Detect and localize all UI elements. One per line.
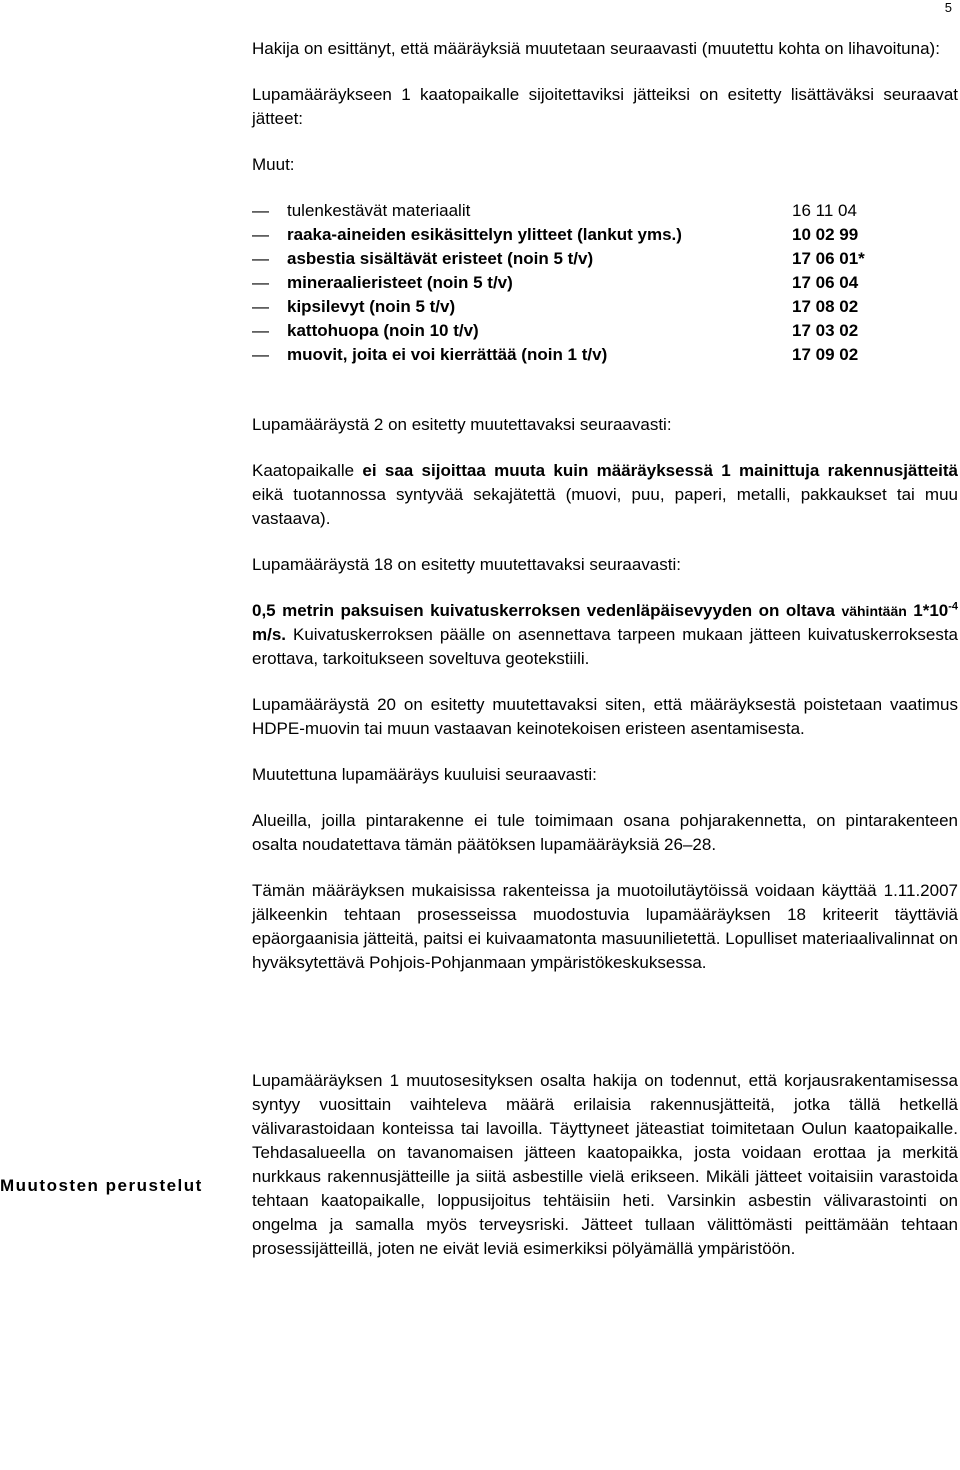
dash-bullet: — — [252, 201, 269, 220]
dash-bullet: — — [252, 249, 269, 268]
changed-paragraph-2: Tämän määräyksen mukaisissa rakenteissa ja muotoilutäytöissä voidaan käyttää 1.11.2007 jälkeenkin tehtaan prosesseissa muodostuvia lupamääräyksen 18 kriteerit täyttäviä epäorgaanisia jätteitä, paitsi ei kuivaamatonta masuunilietettä. Lopulliset materiaalivalinnat on hyväksytettävä Pohjois-Pohjanmaan ympäristökeskuksessa. — [252, 881, 958, 972]
rule18-post: Kuivatuskerroksen päälle on asennettava tarpeen mukaan jätteen kuivatuskerroksesta erottava, tarkoitukseen soveltuva geotekstiili. — [252, 625, 958, 668]
waste-name: kipsilevyt (noin 5 t/v) — [287, 297, 456, 316]
document-body — [252, 37, 958, 1261]
waste-code: 17 08 02 — [792, 297, 859, 316]
waste-name: kattohuopa (noin 10 t/v) — [287, 321, 479, 340]
list-item — [252, 319, 958, 343]
dash-bullet: — — [252, 273, 269, 292]
section-heading: Muutosten perustelut — [0, 1176, 203, 1195]
rule2-bold: ei saa sijoittaa muuta kuin määräyksessä 1 mainittuja rakennusjätteitä — [362, 461, 958, 480]
list-item — [252, 271, 958, 295]
changed-intro: Muutettuna lupamääräys kuuluisi seuraavasti: — [252, 765, 597, 784]
list-item — [252, 247, 958, 271]
dash-bullet: — — [252, 345, 269, 364]
waste-name: raaka-aineiden esikäsittelyn ylitteet (lankut yms.) — [287, 225, 682, 244]
rule1-intro: Lupamääräykseen 1 kaatopaikalle sijoitettaviksi jätteiksi on esitetty lisättäväksi seuraavat jätteet: — [252, 85, 958, 128]
rule20-paragraph: Lupamääräystä 20 on esitetty muutettavaksi siten, että määräyksestä poistetaan vaatimus HDPE-muovin tai muun vastaavan keinotekoisen eristeen asentamisesta. — [252, 695, 958, 738]
dash-bullet: — — [252, 297, 269, 316]
list-item — [252, 343, 958, 367]
waste-name: muovit, joita ei voi kierrättää (noin 1 t/v) — [287, 345, 608, 364]
intro-paragraph: Hakija on esittänyt, että määräyksiä muutetaan seuraavasti (muutettu kohta on lihavoituna): — [252, 39, 940, 58]
rule2-pre: Kaatopaikalle — [252, 461, 363, 480]
dash-bullet: — — [252, 225, 269, 244]
rule18-bold: 0,5 metrin paksuisen kuivatuskerroksen vedenläpäisevyyden on oltava — [252, 601, 842, 620]
rule18-unit: m/s. — [252, 625, 287, 644]
rule18-intro: Lupamääräystä 18 on esitetty muutettavaksi seuraavasti: — [252, 555, 682, 574]
waste-name: mineraalieristeet (noin 5 t/v) — [287, 273, 513, 292]
list-item — [252, 295, 958, 319]
page-number: 5 — [944, 0, 952, 15]
rule18-paragraph — [252, 599, 958, 671]
waste-code: 17 06 04 — [792, 273, 859, 292]
rule18-bold-small: vähintään — [841, 603, 907, 619]
waste-code: 17 03 02 — [792, 321, 859, 340]
rule18-exponent: -4 — [948, 600, 959, 613]
changed-paragraph-1: Alueilla, joilla pintarakenne ei tule toimimaan osana pohjarakennetta, on pintarakenteen osalta noudatettava tämän päätöksen lupamääräyksiä 26–28. — [252, 811, 958, 854]
reasons-paragraph: Lupamääräyksen 1 muutosesityksen osalta hakija on todennut, että korjausrakentamisessa syntyy vuosittain vaihteleva määrä erilaisia rakennusjätteitä, jotka tällä hetkellä välivarastoidaan konteissa tai lavoilla. Täyttyneet jäteastiat toimitetaan Oulun kaatopaikalle. Tehdasalueella on tavanomaisen jätteen kaatopaikka, josta voidaan erottaa ja merkitä nurkkaus rakennusjätteille ja siitä asbestille vielä erikseen. Mikäli jätteet voitaisiin varastoida tehtaan kaatopaikalle, loppusijoitus tehtäisiin heti. Varsinkin asbestin välivarastointi on ongelma ja samalla myös terveysriski. Jätteet tullaan välittömästi peittämään tehtaan prosessijätteillä, joten ne eivät leviä esimerkiksi pölyämällä ympäristöön. — [252, 1071, 958, 1258]
dash-bullet: — — [252, 321, 269, 340]
waste-code: 16 11 04 — [792, 201, 857, 220]
list-item — [252, 223, 958, 247]
waste-list — [252, 199, 958, 367]
muut-label: Muut: — [252, 155, 295, 174]
rule2-intro: Lupamääräystä 2 on esitetty muutettavaksi seuraavasti: — [252, 415, 672, 434]
waste-code: 17 06 01* — [792, 249, 865, 268]
rule18-value: 1*10 — [906, 601, 949, 620]
waste-name: tulenkestävät materiaalit — [287, 201, 471, 220]
waste-code: 17 09 02 — [792, 345, 859, 364]
waste-code: 10 02 99 — [792, 225, 859, 244]
rule2-post: eikä tuotannossa syntyvää sekajätettä (muovi, puu, paperi, metalli, pakkaukset tai muu vastaava). — [252, 485, 958, 528]
list-item — [252, 199, 958, 223]
rule2-paragraph — [252, 459, 958, 531]
waste-name: asbestia sisältävät eristeet (noin 5 t/v) — [287, 249, 594, 268]
